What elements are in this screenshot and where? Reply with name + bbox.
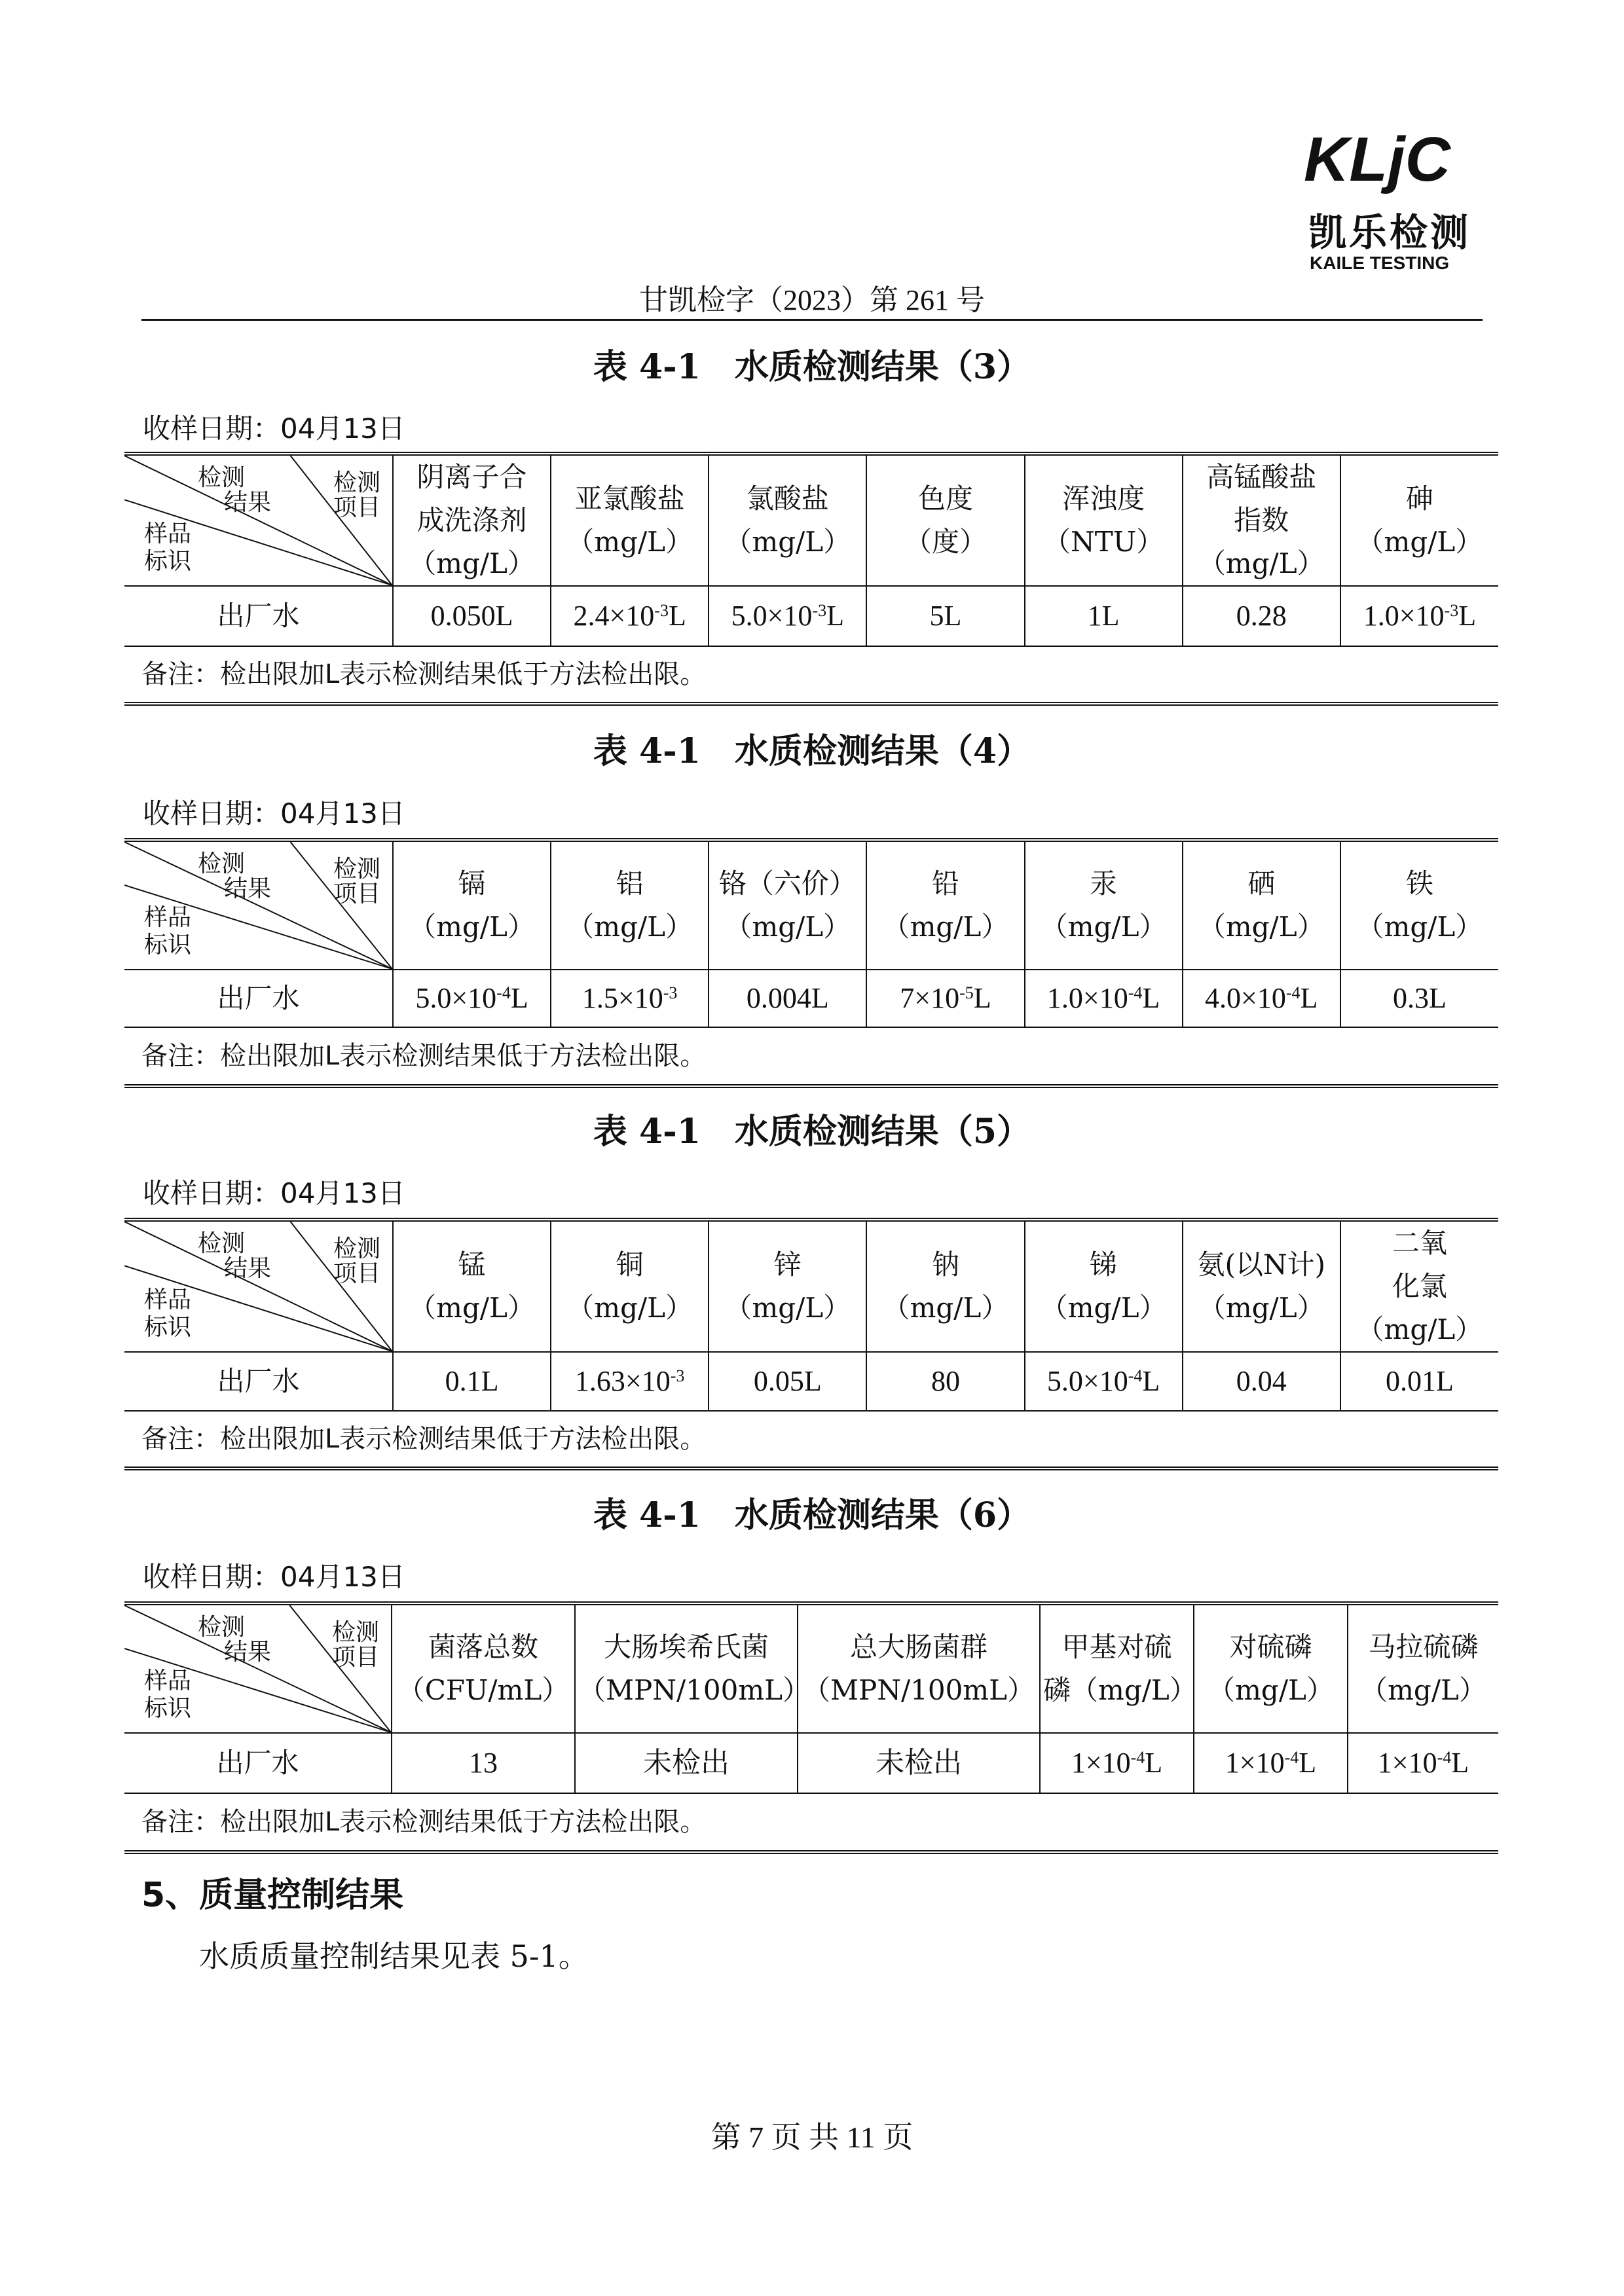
column-header-line: 汞 [1090,867,1118,900]
result-value-cell [1025,1352,1183,1411]
sample-date: 收样日期：04月13日 [143,1177,405,1209]
logo-chinese-name: 凯乐检测 [1308,210,1471,255]
column-header-line: （mg/L） [566,1292,693,1324]
value-exponent: -4 [1285,983,1301,1002]
column-header-line: 化氯 [1392,1270,1447,1302]
column-header-line: （NTU） [1043,526,1164,558]
column-header [393,1220,551,1352]
results-table [124,1601,1498,1854]
column-header-line: （mg/L） [409,911,535,943]
column-header [709,1220,866,1352]
value-exponent: -3 [670,1366,685,1385]
value-main: 4.0×10 [1205,982,1286,1014]
value-main: 未检出 [643,1747,729,1779]
svg-text:KLjC: KLjC [1304,124,1450,194]
table-row [124,970,1498,1027]
column-header-line: （mg/L） [1040,1292,1167,1324]
column-header [1340,1220,1498,1352]
value-main: 0.05L [753,1365,822,1397]
column-header-line: 铝 [616,867,644,900]
result-value-cell [551,1352,709,1411]
column-header [1348,1603,1498,1733]
value-suffix: L [826,600,844,632]
column-header-line: 马拉硫磷 [1368,1631,1479,1663]
column-header-line: （mg/L） [1040,911,1167,943]
table-row [124,1733,1498,1793]
column-header [575,1603,811,1733]
column-header [866,454,1024,586]
result-value-cell [709,970,866,1027]
column-header-line: （mg/L） [409,547,535,579]
results-table [124,452,1498,706]
value-exponent: -4 [1128,1366,1143,1385]
corner-right-label: 项目 [331,1644,379,1671]
corner-top-label: 检测 [198,1230,246,1257]
column-header [1040,1603,1197,1733]
column-header [709,454,866,586]
value-suffix: L [668,600,686,632]
column-header-line: 铬（六价） [718,867,857,900]
table-caption: 表 4-1 水质检测结果（6） [593,1495,1031,1535]
value-exponent: -3 [654,601,669,620]
value-main: 1L [1087,600,1120,632]
corner-left-label: 样品 [144,1667,192,1694]
value-main: 1.0×10 [1046,982,1128,1014]
column-header-line: 砷 [1405,483,1433,515]
corner-top-label: 结果 [224,1639,272,1666]
column-header-line: 铁 [1405,867,1433,900]
value-main: 5L [929,600,962,632]
column-header-line: 硒 [1247,867,1276,900]
column-header-line: 菌落总数 [428,1631,538,1663]
value-exponent: -4 [1128,983,1143,1002]
company-logo [1300,124,1477,196]
value-exponent: -5 [959,983,974,1002]
value-main: 1×10 [1071,1747,1131,1779]
result-value-cell [1183,1352,1340,1411]
column-header [798,1603,1040,1733]
column-header [1340,454,1498,586]
column-header-line: 亚氯酸盐 [574,483,685,515]
column-header-line: （MPN/100mL） [802,1674,1035,1706]
column-header-line: 总大肠菌群 [849,1631,987,1663]
diagonal-corner-cell [124,1603,392,1733]
column-header-line: （mg/L） [1198,911,1325,943]
column-header [709,840,866,970]
column-header [1340,840,1498,970]
value-main: 1×10 [1377,1747,1437,1779]
column-header-line: （mg/L） [566,526,693,558]
column-header-line: （mg/L） [409,1292,535,1324]
result-value-cell [1194,1733,1348,1793]
result-value-cell [575,1733,798,1793]
column-header-line: （mg/L） [566,911,693,943]
corner-top-label: 结果 [224,489,272,516]
value-suffix: L [1299,1747,1317,1779]
table-note: 备注：检出限加L表示检测结果低于方法检出限。 [124,1027,1498,1086]
value-exponent: -3 [1444,601,1459,620]
column-header [551,1220,709,1352]
logo-english-name: KAILE TESTING [1310,253,1450,273]
corner-left-label: 样品 [144,1286,192,1313]
column-header-line: （mg/L） [1356,1313,1483,1345]
result-value-cell [1025,970,1183,1027]
header-row [124,1603,1498,1733]
result-value-cell [1025,586,1183,646]
column-header-line: （mg/L） [724,526,851,558]
result-value-cell [1348,1733,1498,1793]
column-header-line: 氯酸盐 [746,483,829,515]
note-row [124,1027,1498,1086]
table-row [124,586,1498,646]
column-header-line: 铜 [616,1248,644,1281]
value-suffix: L [1300,982,1318,1014]
column-header-line: 氨(以N计) [1197,1248,1325,1281]
column-header-line: 高锰酸盐 [1206,461,1317,493]
corner-right-label: 项目 [333,881,380,907]
header-row [124,840,1498,970]
column-header-line: （mg/L） [1360,1674,1486,1706]
result-value-cell [709,586,866,646]
result-value-cell [1183,970,1340,1027]
result-value-cell [393,1352,551,1411]
value-suffix: L [510,982,528,1014]
corner-left-label: 标识 [144,932,192,958]
result-value-cell [1183,586,1340,646]
value-main: 0.050L [430,600,513,632]
result-value-cell [866,970,1024,1027]
note-row [124,1411,1498,1468]
column-header [866,1220,1024,1352]
column-header [866,840,1024,970]
value-exponent: -3 [663,983,678,1002]
note-row [124,1793,1498,1852]
column-header [393,840,551,970]
value-main: 2.4×10 [573,600,655,632]
value-suffix: L [1451,1747,1469,1779]
corner-top-label: 结果 [224,875,272,902]
value-suffix: L [973,982,991,1014]
value-main: 1.0×10 [1363,600,1445,632]
value-main: 5.0×10 [415,982,497,1014]
column-header [393,454,551,586]
note-row [124,646,1498,704]
page-number: 第 7 页 共 11 页 [710,2121,913,2154]
column-header-line: 成洗涤剂 [416,504,527,536]
value-main: 1.5×10 [581,982,663,1014]
column-header-line: （mg/L） [1208,1674,1334,1706]
row-label: 出厂水 [124,586,393,646]
column-header-line: 浑浊度 [1062,483,1145,515]
result-value-cell [798,1733,1040,1793]
row-label: 出厂水 [124,1733,392,1793]
row-label: 出厂水 [124,970,393,1027]
column-header-line: （mg/L） [724,1292,851,1324]
corner-right-label: 检测 [333,856,380,883]
value-suffix: L [1142,982,1160,1014]
table-caption: 表 4-1 水质检测结果（4） [593,731,1031,771]
diagonal-corner-cell [124,454,393,586]
corner-right-label: 检测 [331,1619,379,1646]
value-suffix: L [1142,1365,1160,1397]
result-value-cell [709,1352,866,1411]
column-header-line: 阴离子合 [416,461,527,493]
column-header-line: （mg/L） [1198,1292,1325,1324]
value-main: 0.004L [746,982,829,1014]
result-value-cell [551,970,709,1027]
result-value-cell [1340,1352,1498,1411]
value-main: 0.3L [1392,982,1447,1014]
value-exponent: -3 [812,601,827,620]
column-header-line: （mg/L） [882,911,1009,943]
result-value-cell [393,970,551,1027]
value-suffix: L [1458,600,1477,632]
column-header-line: 对硫磷 [1229,1631,1312,1663]
table-note: 备注：检出限加L表示检测结果低于方法检出限。 [124,1411,1498,1468]
column-header-line: 甲基对硫 [1061,1631,1172,1663]
sample-date: 收样日期：04月13日 [143,1561,405,1593]
value-exponent: -4 [496,983,511,1002]
header-divider [141,319,1483,321]
column-header-line: 锰 [458,1248,486,1281]
corner-top-label: 检测 [198,464,246,491]
section-heading: 5、质量控制结果 [141,1876,404,1915]
corner-left-label: 标识 [144,548,192,575]
results-table [124,1218,1498,1470]
corner-top-label: 结果 [224,1255,272,1282]
corner-right-label: 检测 [333,469,380,496]
result-value-cell [1340,970,1498,1027]
result-value-cell [1340,586,1498,646]
value-main: 5.0×10 [1046,1365,1128,1397]
value-main: 0.28 [1236,600,1287,632]
value-main: 未检出 [876,1747,962,1779]
column-header-line: （mg/L） [1356,526,1483,558]
sample-date: 收样日期：04月13日 [143,797,405,829]
corner-top-label: 检测 [198,1614,246,1641]
table-note: 备注：检出限加L表示检测结果低于方法检出限。 [124,1793,1498,1852]
value-main: 5.0×10 [731,600,813,632]
value-main: 0.1L [445,1365,499,1397]
value-exponent: -4 [1284,1748,1299,1767]
value-suffix: L [1145,1747,1163,1779]
column-header [551,454,709,586]
corner-right-label: 检测 [333,1235,380,1262]
column-header-line: 镉 [458,867,486,900]
result-value-cell [866,586,1024,646]
corner-left-label: 样品 [144,904,192,931]
table-note: 备注：检出限加L表示检测结果低于方法检出限。 [124,646,1498,704]
column-header [1183,1220,1340,1352]
column-header-line: 铅 [931,867,959,900]
table-row [124,1352,1498,1411]
corner-right-label: 项目 [333,1260,380,1287]
column-header-line: （MPN/100mL） [578,1674,811,1706]
value-main: 7×10 [900,982,960,1014]
corner-left-label: 标识 [144,1695,192,1722]
column-header [1025,840,1183,970]
column-header-line: （mg/L） [724,911,851,943]
column-header [1194,1603,1348,1733]
value-exponent: -4 [1437,1748,1452,1767]
diagonal-corner-cell [124,1220,393,1352]
column-header [1183,840,1340,970]
document-number: 甘凯检字（2023）第 261 号 [639,284,985,316]
result-value-cell [866,1352,1024,1411]
column-header-line: 磷（mg/L） [1043,1674,1197,1706]
column-header-line: （mg/L） [882,1292,1009,1324]
value-main: 1×10 [1225,1747,1285,1779]
column-header-line: （CFU/mL） [397,1674,570,1706]
column-header-line: 钠 [931,1248,959,1281]
section-paragraph: 水质质量控制结果见表 5-1。 [199,1939,589,1974]
column-header-line: 指数 [1234,504,1289,536]
result-value-cell [1040,1733,1194,1793]
column-header-line: 色度 [917,483,973,515]
row-label: 出厂水 [124,1352,393,1411]
column-header-line: 大肠埃希氏菌 [603,1631,769,1663]
value-main: 1.63×10 [574,1365,671,1397]
value-main: 13 [469,1747,498,1779]
result-value-cell [393,586,551,646]
column-header-line: 锌 [773,1248,802,1281]
column-header [551,840,709,970]
sample-date: 收样日期：04月13日 [143,412,405,445]
results-table [124,838,1498,1088]
result-value-cell [551,586,709,646]
column-header-line: （mg/L） [1356,911,1483,943]
table-caption: 表 4-1 水质检测结果（3） [593,347,1031,387]
value-main: 80 [931,1365,960,1397]
column-header-line: （度） [904,526,987,558]
value-main: 0.04 [1236,1365,1287,1397]
column-header-line: 锑 [1090,1248,1118,1281]
column-header [392,1603,575,1733]
corner-left-label: 标识 [144,1314,192,1341]
result-value-cell [392,1733,575,1793]
value-exponent: -4 [1130,1748,1145,1767]
column-header [1025,1220,1183,1352]
table-caption: 表 4-1 水质检测结果（5） [593,1112,1031,1152]
header-row [124,454,1498,586]
klj-logo-mark-icon [1300,124,1477,196]
corner-left-label: 样品 [144,520,192,547]
corner-right-label: 项目 [333,494,380,521]
column-header [1025,454,1183,586]
column-header [1183,454,1340,586]
diagonal-corner-cell [124,840,393,970]
column-header-line: （mg/L） [1198,547,1325,579]
corner-top-label: 检测 [198,850,246,877]
column-header-line: 二氧 [1392,1227,1447,1259]
header-row [124,1220,1498,1352]
value-main: 0.01L [1385,1365,1454,1397]
